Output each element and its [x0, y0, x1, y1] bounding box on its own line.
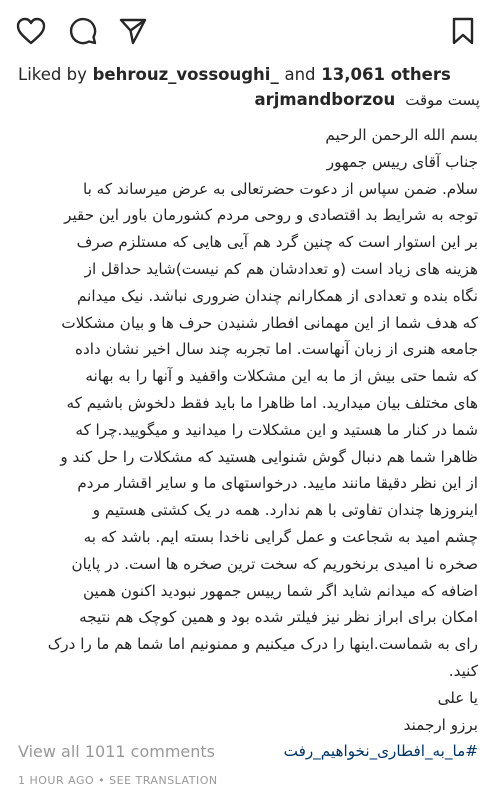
liker-username[interactable]: behrouz_vossoughi_: [92, 65, 279, 84]
likes-count[interactable]: 13,061: [321, 65, 385, 84]
caption-line: نگاه بنده و تعدادی از همکارانم چندان ضروری نباشد. نیک میدانم: [77, 286, 478, 305]
hashtag-link[interactable]: #ما_به_افطاری_نخواهیم_رفت: [283, 742, 478, 761]
comment-button[interactable]: [66, 14, 100, 48]
see-translation-link[interactable]: SEE TRANSLATION: [109, 774, 218, 787]
share-button[interactable]: [116, 14, 150, 48]
post-action-bar: [0, 0, 500, 60]
caption-line: چشم امید به شجاعت و عمل گرایی ناخدا بسته ایم. باشد که به: [83, 527, 478, 546]
meta-separator: •: [98, 774, 106, 787]
caption-line: های مختلف بیان میدارید. اما ظاهرا ما باید فقط دلخوش باشیم که: [66, 393, 478, 412]
caption-line: اینروزها چندان تفاوتی با هم ندارد. همه در یک کشتی هستیم و: [92, 501, 478, 520]
caption-line: از این نظر دقیقا مانند ماييد. درخواستهای ما و سایر اقشار مردم: [77, 474, 478, 493]
caption-line: بر این استوار است که چنین گرد هم آیی هایی که مستلزم صرف: [76, 233, 478, 252]
caption-line: سلام. ضمن سپاس از دعوت حضرتعالی به عرض میرساند که با: [83, 179, 478, 198]
caption-line: امکان برای ابراز نظر نیز فیلتر شده بود و همین کوچک هم نتیجه: [79, 608, 478, 627]
caption-line: که شما حتی بیش از ما به این مشکلات واقفید و آنها را به بهانه: [85, 367, 478, 386]
post-meta-row: [18, 774, 218, 787]
likes-prefix: Liked by: [18, 65, 87, 84]
caption-first-line: پست موقت: [405, 90, 480, 109]
caption-line: شما در کنار ما هستید و این مشکلات را میدانید و میگویید.چرا که: [75, 420, 478, 439]
paper-plane-icon: [118, 16, 148, 46]
caption-line: هزینه های زیاد است (و تعدادشان هم کم نیست)شاید حداقل از: [84, 259, 478, 278]
caption-line: کنید.: [448, 661, 478, 680]
caption-line: رای به شماست.اینها را درک میکنیم و ممنونیم اما شما هم ما را درک: [47, 635, 478, 654]
caption-line: جامعه هنری از زبان آنهاست. اما تجربه چند سال اخیر نشان داده: [75, 340, 478, 359]
caption-line: یا علی: [437, 688, 478, 707]
like-button[interactable]: [14, 14, 48, 48]
likes-suffix[interactable]: others: [390, 65, 451, 84]
post-timestamp: 1 HOUR AGO: [18, 774, 95, 787]
post-caption: [18, 122, 478, 765]
caption-line: که هدف شما از این مهمانی افطار شنیدن حرف ها و بیان مشکلات: [61, 313, 478, 332]
heart-outline-icon: [16, 17, 46, 45]
likes-joiner: and: [284, 65, 316, 84]
caption-line: ظاهرا شما هم دنبال گوش شنوایی هستید که مشکلات را حل کند و: [60, 447, 478, 466]
caption-line: صخره نا امیدی برنخوریم که سخت ترین صخره ها است. در پایان: [71, 554, 478, 573]
caption-header: [254, 90, 480, 109]
likes-summary[interactable]: [18, 65, 451, 84]
caption-line: برزو ارجمند: [403, 715, 478, 734]
caption-line: جناب آقای رییس جمهور: [326, 152, 478, 171]
save-button[interactable]: [446, 14, 480, 48]
caption-line: توجه به شرایط بد اقتصادی و روحی مردم کشورمان باور این حقیر: [64, 206, 478, 225]
view-all-comments-link[interactable]: View all 1011 comments: [18, 742, 215, 761]
caption-line: بسم الله الرحمن الرحیم: [325, 126, 478, 144]
comment-bubble-icon: [68, 16, 98, 46]
bookmark-outline-icon: [450, 16, 476, 46]
caption-line: اضافه که میدانم شاید اگر شما رییس جمهور نبودید اکنون همین: [83, 581, 478, 600]
author-username[interactable]: arjmandborzou: [254, 90, 396, 109]
